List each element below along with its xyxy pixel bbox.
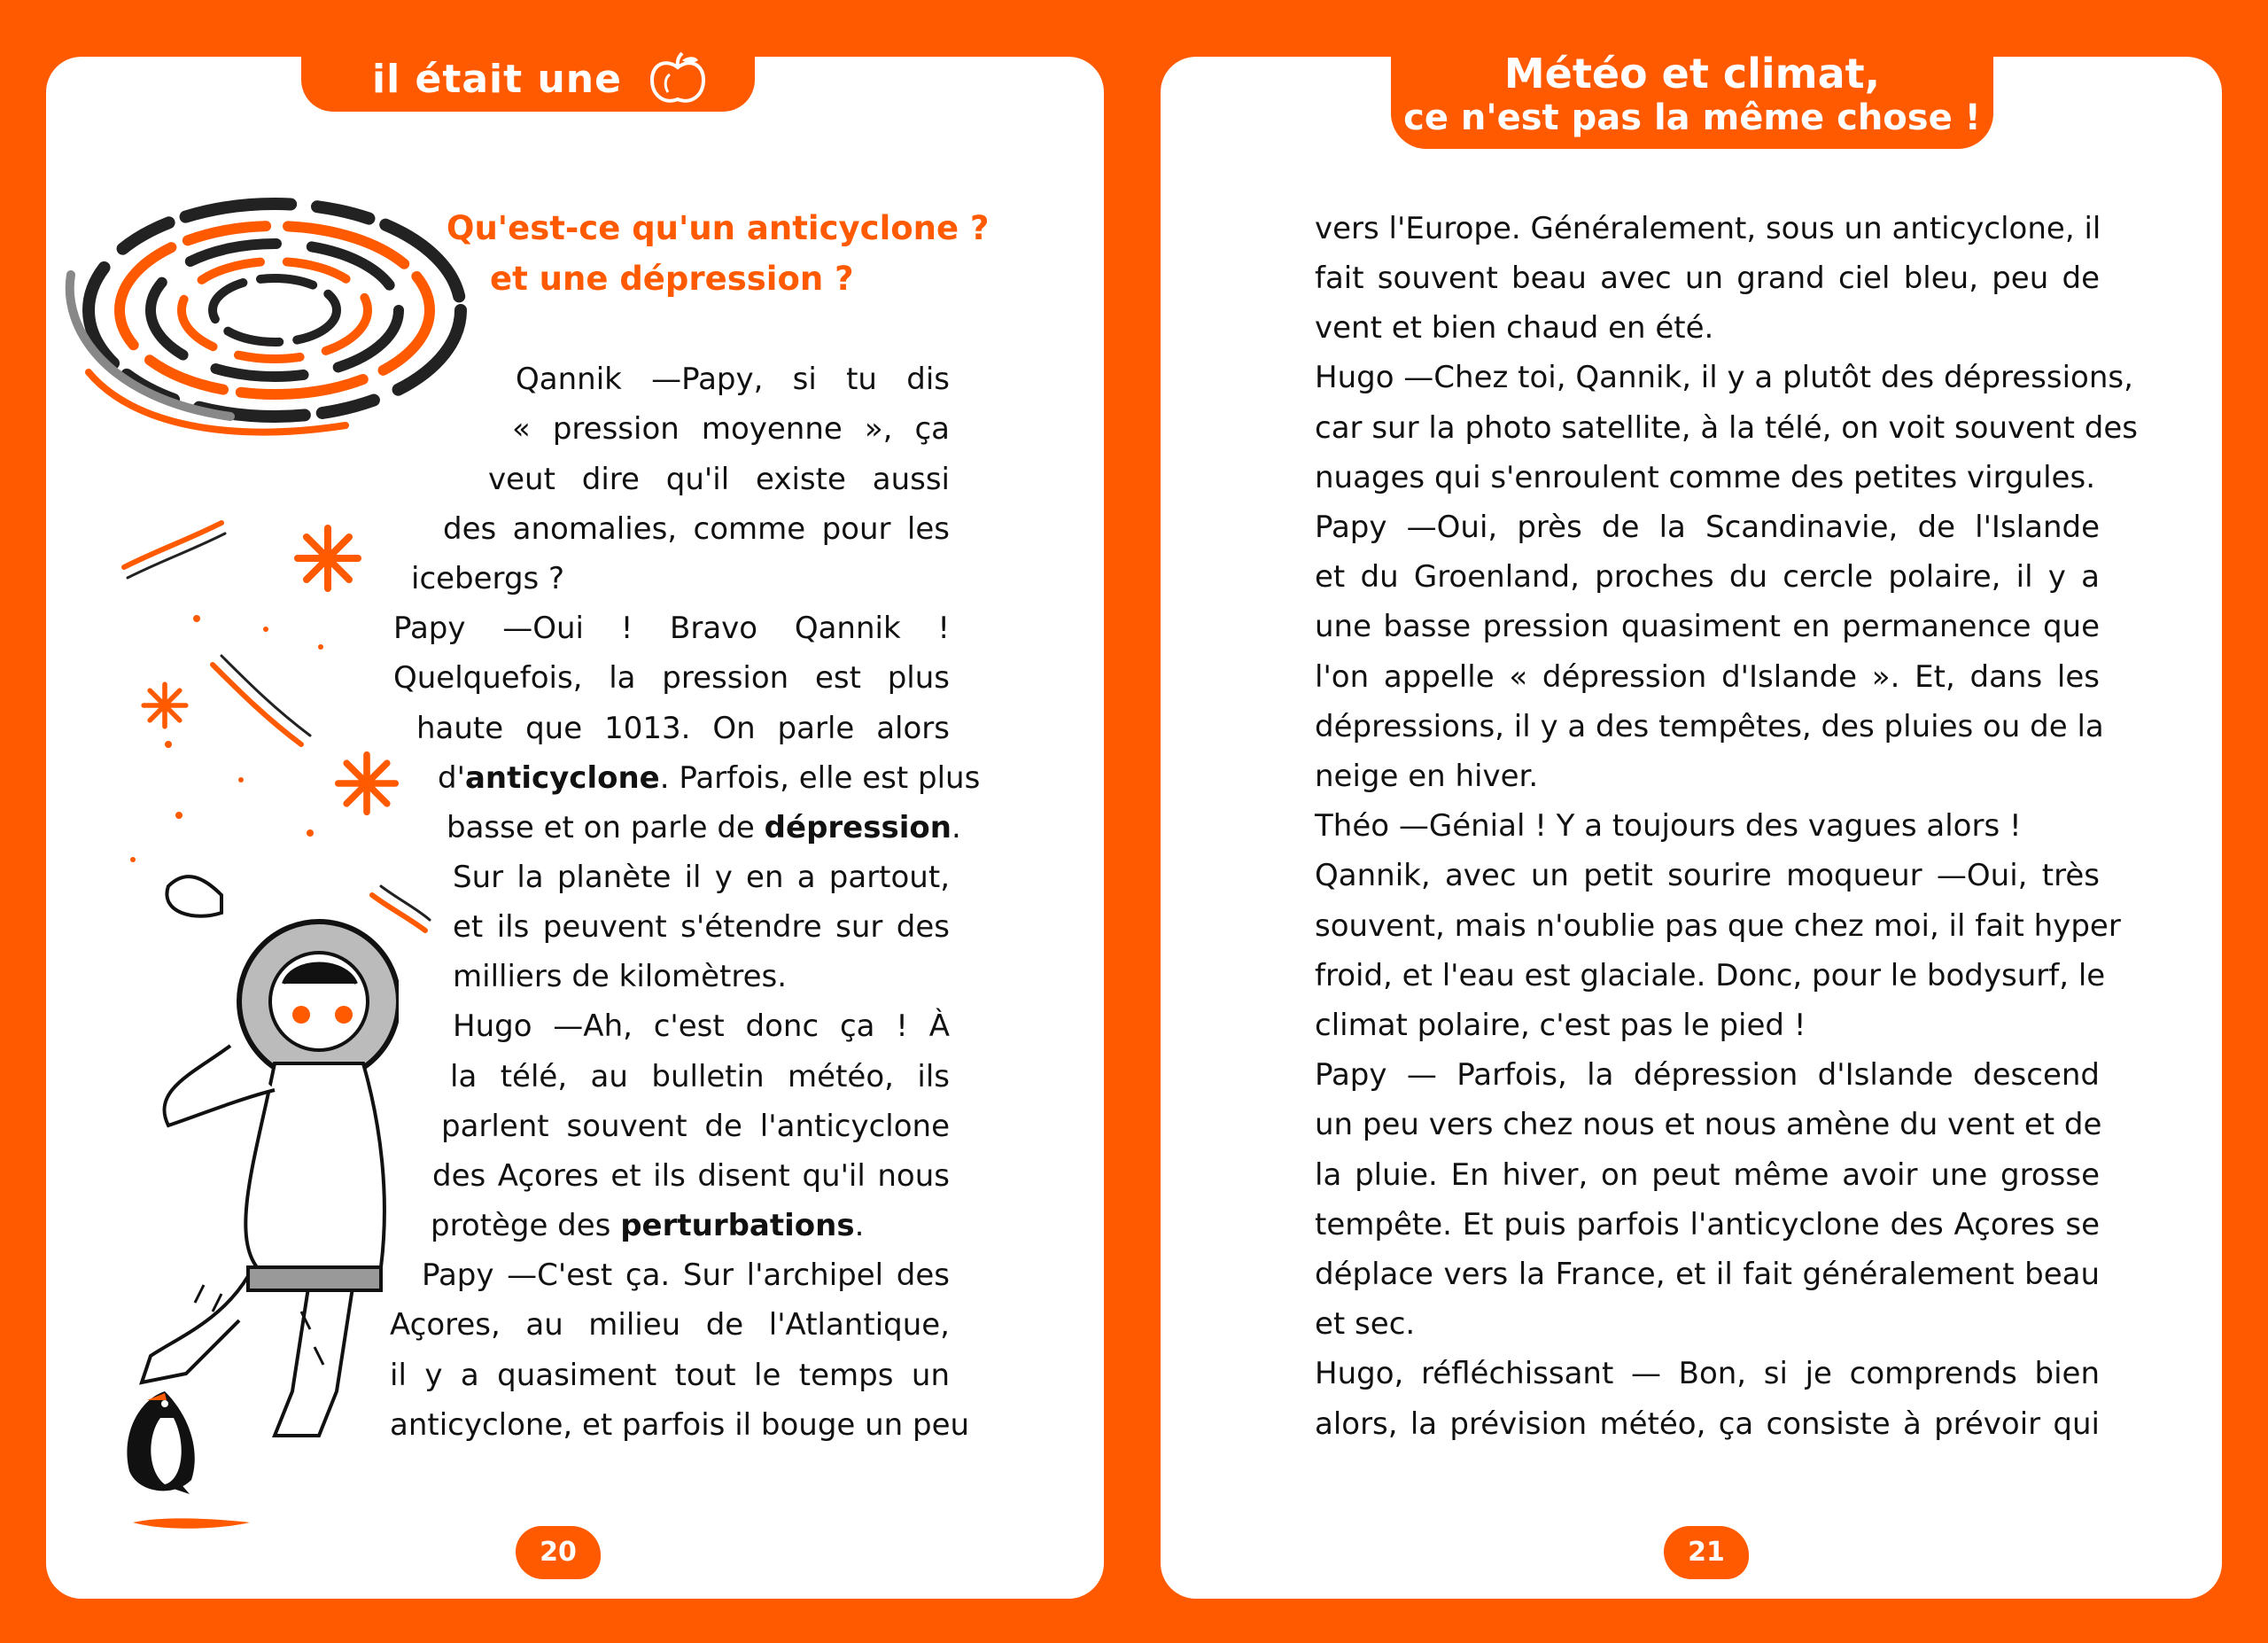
section-heading-line-2: et une dépression ? <box>490 260 854 298</box>
text-line: Hugo —Ah, c'est donc ça ! À <box>453 1008 950 1044</box>
right-header-tab <box>1391 46 1993 149</box>
text-line: Hugo, réfléchissant — Bon, si je comprends bien <box>1315 1356 2100 1391</box>
term-perturbations: perturbations <box>620 1208 855 1243</box>
text-line: dépressions, il y a des tempêtes, des pluies ou de la <box>1315 709 2104 744</box>
series-title: il était une <box>372 57 622 102</box>
text-line: des anomalies, comme pour les <box>443 511 950 547</box>
text-line: « pression moyenne », ça <box>512 411 950 447</box>
text-line: neige en hiver. <box>1315 759 1539 794</box>
text-line: Papy — Parfois, la dépression d'Islande descend <box>1315 1057 2100 1093</box>
text-line: Papy —C'est ça. Sur l'archipel des <box>422 1258 950 1293</box>
text-line: Qannik —Papy, si tu dis <box>516 362 950 397</box>
ground-stroke-decoration <box>129 1512 253 1533</box>
text-line: Théo —Génial ! Y a toujours des vagues alors ! <box>1315 808 2022 844</box>
text-line: la pluie. En hiver, on peut même avoir une grosse <box>1315 1157 2100 1193</box>
text-line: il y a quasiment tout le temps un <box>390 1358 950 1393</box>
text-line: un peu vers chez nous et nous amène du vent et de <box>1315 1107 2102 1142</box>
text-line: icebergs ? <box>411 561 565 596</box>
page-number-left: 20 <box>516 1526 601 1579</box>
text-line: protège des perturbations. <box>431 1208 865 1243</box>
text-line: souvent, mais n'oublie pas que chez moi, il fait hyper <box>1315 908 2121 944</box>
text-line: basse et on parle de dépression. <box>447 810 961 845</box>
text-line: alors, la prévision météo, ça consiste à prévoir qui <box>1315 1406 2100 1442</box>
text-line: des Açores et ils disent qu'il nous <box>432 1158 950 1194</box>
text-line: vent et bien chaud en été. <box>1315 310 1714 346</box>
text-line: et du Groenland, proches du cercle polaire, il y a <box>1315 559 2100 595</box>
term-depression: dépression <box>764 810 951 845</box>
chapter-subtitle: ce n'est pas la même chose ! <box>1403 97 1981 138</box>
text-line: Papy —Oui ! Bravo Qannik ! <box>393 611 950 646</box>
text-line: tempête. Et puis parfois l'anticyclone des Açores se <box>1315 1207 2100 1242</box>
left-header-tab <box>301 46 755 112</box>
text-line: et ils peuvent s'étendre sur des <box>453 909 950 945</box>
text-line: Açores, au milieu de l'Atlantique, <box>390 1307 950 1343</box>
child-in-parka-illustration <box>97 860 399 1462</box>
text-line: Quelquefois, la pression est plus <box>393 660 950 696</box>
text-line: nuages qui s'enroulent comme des petites virgules. <box>1315 460 2095 495</box>
text-line: veut dire qu'il existe aussi <box>488 462 950 497</box>
text-line: vers l'Europe. Généralement, sous un anticyclone, il <box>1315 211 2101 246</box>
text-line: déplace vers la France, et il fait généralement beau <box>1315 1257 2100 1292</box>
text-line: froid, et l'eau est glaciale. Donc, pour le bodysurf, le <box>1315 958 2106 993</box>
text-line: milliers de kilomètres. <box>453 959 788 994</box>
text-line: anticyclone, et parfois il bouge un peu <box>390 1407 970 1443</box>
text-line: climat polaire, c'est pas le pied ! <box>1315 1008 1806 1043</box>
text-line: une basse pression quasiment en permanence que <box>1315 609 2100 644</box>
text-line: l'on appelle « dépression d'Islande ». Et, dans les <box>1315 659 2100 695</box>
section-heading-line-1: Qu'est-ce qu'un anticyclone ? <box>447 209 990 247</box>
term-anticyclone: anticyclone <box>464 760 660 796</box>
chapter-title: Météo et climat, <box>1503 50 1881 97</box>
text-line: car sur la photo satellite, à la télé, on voit souvent des <box>1315 410 2138 446</box>
text-line: Papy —Oui, près de la Scandinavie, de l'Islande <box>1315 510 2100 545</box>
apple-icon <box>647 51 709 108</box>
text-line: parlent souvent de l'anticyclone <box>441 1109 950 1144</box>
text-line: fait souvent beau avec un grand ciel bleu, peu de <box>1315 261 2100 296</box>
text-line: la télé, au bulletin météo, ils <box>450 1059 950 1094</box>
text-line: haute que 1013. On parle alors <box>416 711 950 746</box>
penguin-illustration <box>112 1382 236 1507</box>
text-line: Hugo —Chez toi, Qannik, il y a plutôt des dépressions, <box>1315 360 2133 395</box>
page-number-right: 21 <box>1664 1526 1749 1579</box>
text-line: et sec. <box>1315 1306 1416 1342</box>
anticyclone-swirl-illustration <box>53 177 470 470</box>
text-line: d'anticyclone. Parfois, elle est plus <box>438 760 981 796</box>
text-line: Sur la planète il y en a partout, <box>453 860 950 895</box>
text-line: Qannik, avec un petit sourire moqueur —Oui, très <box>1315 858 2100 893</box>
